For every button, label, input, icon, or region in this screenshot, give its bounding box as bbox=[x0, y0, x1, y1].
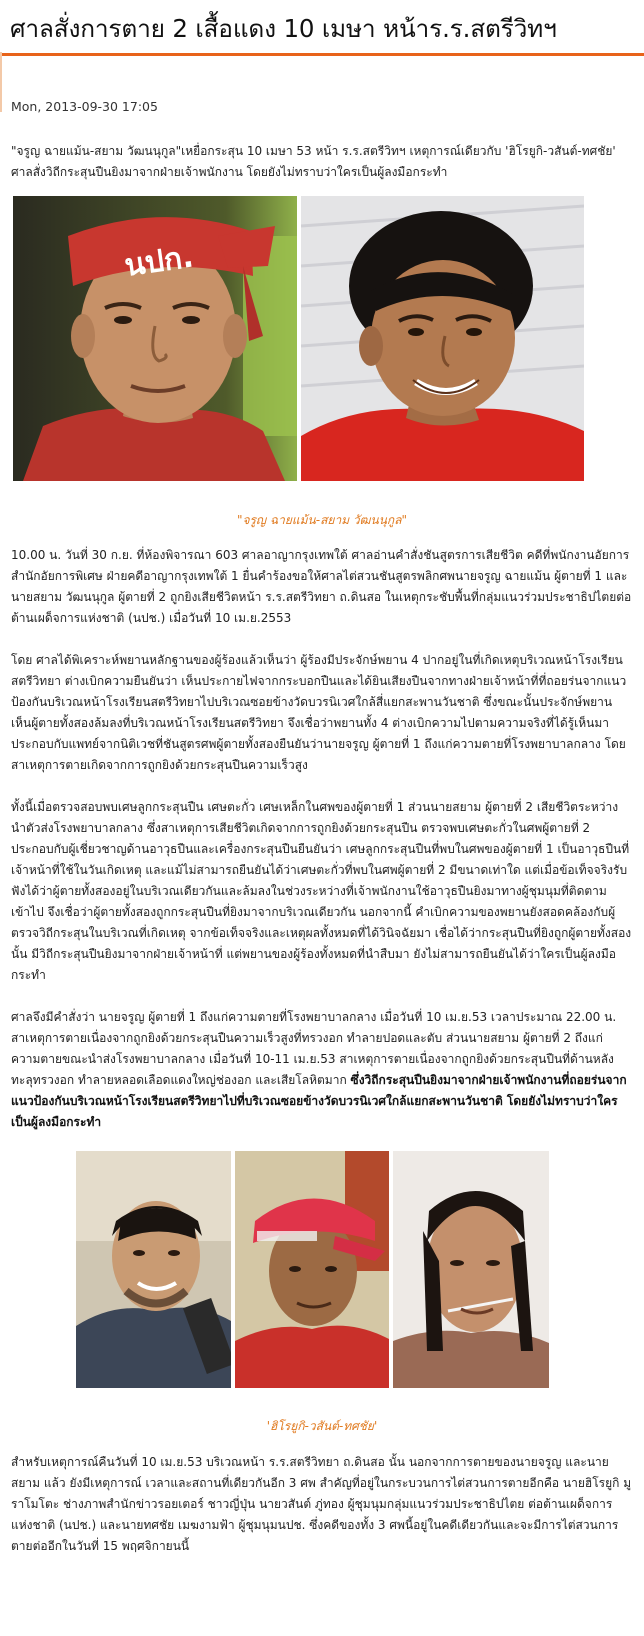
paragraph-1: 10.00 น. วันที่ 30 ก.ย. ที่ห้องพิจารณา 603 ศาลอาญากรุงเทพใต้ ศาลอ่านคำสั่งชันสูตรการเสียชีวิต คดีที่พนักงานอัยการสำนักอัยการพิเศษ ฝ่ายคดีอาญากรุงเทพใต้ 1 ยื่นคำร้องขอให้ศาลไต่สวนชันสูตรพลิกศพนายจรูญ ฉายแม้น ผู้ตายที่ 1 และนายสยาม วัฒนนุกูล ผู้ตายที่ 2 ถูกยิงเสียชีวิตหน้า ร.ร.สตรีวิทยา ถ.ดินสอ ในเหตุกระชับพื้นที่กลุ่มแนวร่วมประชาธิปไตยต่อต้านเผด็จการแห่งชาติ (นปช.) เมื่อวันที่ 10 เม.ย.2553 bbox=[11, 548, 632, 625]
paragraph-3: ทั้งนี้เมื่อตรวจสอบพบเศษลูกกระสุนปืน เศษตะกั่ว เศษเหล็กในศพของผู้ตายที่ 1 ส่วนนายสยาม ผู้ตายที่ 2 เสียชีวิตระหว่างนำตัวส่งโรงพยาบาลกลาง ซึ่งสาเหตุการเสียชีวิตเกิดจากการถูกยิงด้วยกระสุนปืน ตรวจพบเศษตะกั่วในศพผู้ตายที่ 2 ประกอบกับผู้เชี่ยวชาญด้านอาวุธปืนและเครื่องกระสุนปืนยืนยันว่า เศษลูกกระสุนปืนที่พบในศพของผู้ตายที่ 1 เป็นอาวุธปืนที่เจ้าหน้าที่ใช้ในวันเกิดเหตุ และแม้ไม่สามารถยืนยันได้ว่าเศษตะกั่วที่พบในศพผู้ตายที่ 2 มีขนาดเท่าใด แต่เมื่อข้อเท็จจริงรับฟังได้ว่าผู้ตายทั้งสองอยู่ในบริเวณเดียวกันและล้มลงในช่วงระหว่างที่เจ้าพนักงานใช้อาวุธปืนยิงมาทางผู้ชุมนุมที่ติดตามเข้าไป จึงเชื่อว่าผู้ตายทั้งสองถูกกระสุนปืนที่ยิงมาจากบริเวณเดียวกัน นอกจากนี้ คำเบิกความของพยานยังสอดคล้องกับผู้ตรวจวิถีกระสุนในบริเวณที่เกิดเหตุ จากข้อเท็จจริงและเหตุผลทั้งหมดที่ได้วินิจฉัยมา เชื่อได้ว่ากระสุนปืนที่ยิงถูกผู้ตายทั้งสองนั้น มีวิถีกระสุนปืนยิงมาจากฝ่ายเจ้าหน้าที่ แต่พยานของผู้ร้องทั้งหมดที่นำสืบมา ยังไม่สามารถยืนยันได้ว่าใครเป็นผู้ลงมือกระทำ bbox=[11, 800, 632, 982]
article-body-1 bbox=[0, 545, 644, 1133]
headband-text: นปก. bbox=[122, 239, 196, 284]
photo-wasan bbox=[235, 1151, 389, 1388]
post-date: Mon, 2013-09-30 17:05 bbox=[11, 98, 158, 114]
article-lead: "จรูญ ฉายแม้น-สยาม วัฒนนุกูล"เหยื่อกระสุน 10 เมษา 53 หน้า ร.ร.สตรีวิทฯ เหตุการณ์เดียวกับ 'ฮิโรยูกิ-วสันต์-ทศชัย' ศาลสั่งวิถีกระสุนปืนยิงมาจากฝ่ายเจ้าพนักงาน โดยยังไม่ทราบว่าใครเป็นผู้ลงมือกระทำ bbox=[11, 143, 616, 179]
photo-caption-2: 'ฮิโรยูกิ-วสันต์-ทศชัย' bbox=[266, 1419, 378, 1433]
paragraph-4-text: ศาลจึงมีคำสั่งว่า นายจรูญ ผู้ตายที่ 1 ถึงแก่ความตายที่โรงพยาบาลกลาง เมื่อวันที่ 10 เม.ย.53 เวลาประมาณ 22.00 น. สาเหตุการตายเนื่องจากถูกยิงด้วยกระสุนปืนความเร็วสูงที่ทรวงอก ทำลายปอดและตับ ส่วนนายสยาม ผู้ตายที่ 2 ถึงแก่ความตายขณะนำส่งโรงพยาบาลกลาง เมื่อวันที่ 10-11 เม.ย.53 สาเหตุการตายเนื่องจากถูกยิงด้วยกระสุนปืนที่ด้านหลังทะลุทรวงอก ทำลายหลอดเลือดแดงใหญ่ช่องอก และเสียโลหิตมาก bbox=[11, 1010, 617, 1087]
article-body-2 bbox=[0, 1452, 644, 1557]
photo-hiroyuki bbox=[76, 1151, 231, 1388]
paragraph-2: โดย ศาลได้พิเคราะห์พยานหลักฐานของผู้ร้องแล้วเห็นว่า ผู้ร้องมีประจักษ์พยาน 4 ปากอยู่ในที่เกิดเหตุบริเวณหน้าโรงเรียนสตรีวิทยา ต่างเบิกความยืนยันว่า เห็นประกายไฟจากกระบอกปืนและได้ยินเสียงปืนจากทางฝ่ายเจ้าหน้าที่ที่ถอยร่นจากแนวป้องกันบริเวณหน้าโรงเรียนสตรีวิทยาไปบริเวณซอยข้างวัดบวรนิเวศใกล้สี่แยกสะพานวันชาติ ซึ่งขณะนั้นประจักษ์พยานเห็นผู้ตายทั้งสองล้มลงที่บริเวณหน้าโรงเรียนสตรีวิทยา จึงเชื่อว่าพยานทั้ง 4 ต่างเบิกความไปตามความจริงที่ได้รู้เห็นมา ประกอบกับแพทย์จากนิติเวชที่ชันสูตรศพผู้ตายทั้งสองยืนยันว่านายจรูญ ผู้ตายที่ 1 ถึงแก่ความตายที่โรงพยาบาลกลาง โดยสาเหตุการตายเกิดจากการถูกยิงด้วยกระสุนปืนความเร็วสูง bbox=[11, 653, 627, 772]
paragraph-5: สำหรับเหตุการณ์คืนวันที่ 10 เม.ย.53 บริเวณหน้า ร.ร.สตรีวิทยา ถ.ดินสอ นั้น นอกจากการตายของนายจรูญ และนายสยาม แล้ว ยังมีเหตุการณ์ เวลาและสถานที่เดียวกันอีก 3 ศพ สำคัญที่อยู่ในกระบวนการไต่สวนการตายอีกคือ นายฮิโรยูกิ มูราโมโตะ ช่างภาพสำนักข่าวรอยเตอร์ ชาวญี่ปุ่น นายวสันต์ ภู่ทอง ผู้ชุมนุมกลุ่มแนวร่วมประชาธิปไตย ต่อต้านเผด็จการแห่งชาติ (นปช.) และนายทศชัย เมฆงามฟ้า ผู้ชุมนุมนปช. ซึ่งคดีของทั้ง 3 ศพนี้อยู่ในคดีเดียวกันและจะมีการไต่สวนการตายต่ออีกในวันที่ 15 พฤศจิกายนนี้ bbox=[11, 1455, 632, 1553]
photo-charoon bbox=[13, 196, 297, 481]
photo-thotsachai bbox=[393, 1151, 549, 1388]
paragraph-4-bold: ซึ่งวิถีกระสุนปืนยิงมาจากฝ่ายเจ้าพนักงานที่ถอยร่นจากแนวป้องกันบริเวณหน้าโรงเรียนสตรีวิทยาไปที่บริเวณซอยข้างวัดบวรนิเวศใกล้แยกสะพานวันชาติ โดยยังไม่ทราบว่าใครเป็นผู้ลงมือกระทำ bbox=[11, 1073, 627, 1129]
photo-siam bbox=[301, 196, 584, 481]
article-title: ศาลสั่งการตาย 2 เสื้อแดง 10 เมษา หน้าร.ร.สตรีวิทฯ bbox=[10, 14, 557, 43]
paragraph-4 bbox=[0, 1007, 644, 1133]
left-accent-line bbox=[0, 52, 2, 112]
photo-caption-1: "จรูญ ฉายแม้น-สยาม วัฒนนุกูล" bbox=[236, 513, 408, 527]
